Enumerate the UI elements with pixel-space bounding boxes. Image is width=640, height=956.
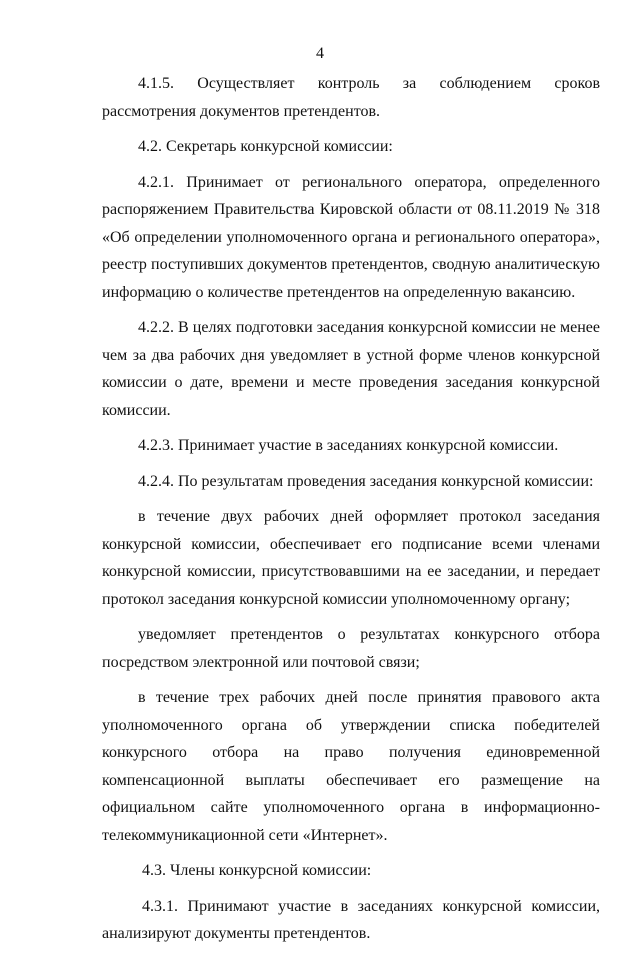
list-item-protocol: в течение двух рабочих дней оформляет протокол заседания конкурсной комиссии, обеспечивает его подписание всеми членами конкурсной комиссии, присутствовавшими на ее заседании, и передает протокол заседания конкурсной комиссии уполномоченному органу;: [102, 508, 600, 608]
paragraph-4-2: 4.2. Секретарь конкурсной комиссии:: [138, 138, 393, 155]
paragraph-4-3: 4.3. Члены конкурсной комиссии:: [142, 862, 372, 879]
paragraph-4-3-1: 4.3.1. Принимают участие в заседаниях конкурсной комиссии, анализируют документы претендентов.: [102, 897, 600, 942]
paragraph-4-2-3: 4.2.3. Принимает участие в заседаниях конкурсной комиссии.: [138, 437, 559, 454]
list-item-notify: уведомляет претендентов о результатах конкурсного отбора посредством электронной или почтовой связи;: [102, 626, 600, 671]
page-number: 4: [316, 45, 324, 62]
paragraph-4-2-4: 4.2.4. По результатам проведения заседания конкурсной комиссии:: [138, 472, 594, 490]
paragraph-4-2-2: 4.2.2. В целях подготовки заседания конкурсной комиссии не менее чем за два рабочих дня уведомляет в устной форме членов конкурсной комиссии о дате, времени и месте проведения заседания конкурсной комиссии.: [102, 319, 600, 419]
paragraph-4-2-1: 4.2.1. Принимает от регионального оператора, определенного распоряжением Правительства Кировской области от 08.11.2019 № 318 «Об определении уполномоченного органа и регионального оператора», реестр поступивших документов претендентов, сводную аналитическую информацию о количестве претендентов на определенную вакансию.: [102, 173, 600, 301]
document-body: [102, 70, 600, 956]
paragraph-4-1-5: 4.1.5. Осуществляет контроль за соблюдением сроков рассмотрения документов претендентов.: [102, 75, 600, 120]
list-item-publish: в течение трех рабочих дней после принятия правового акта уполномоченного органа об утверждении списка победителей конкурсного отбора на право получения единовременной компенсационной выплаты обеспечивает его размещение на официальном сайте уполномоченного органа в информационно-телекоммуникационной сети «Интернет».: [102, 689, 600, 844]
